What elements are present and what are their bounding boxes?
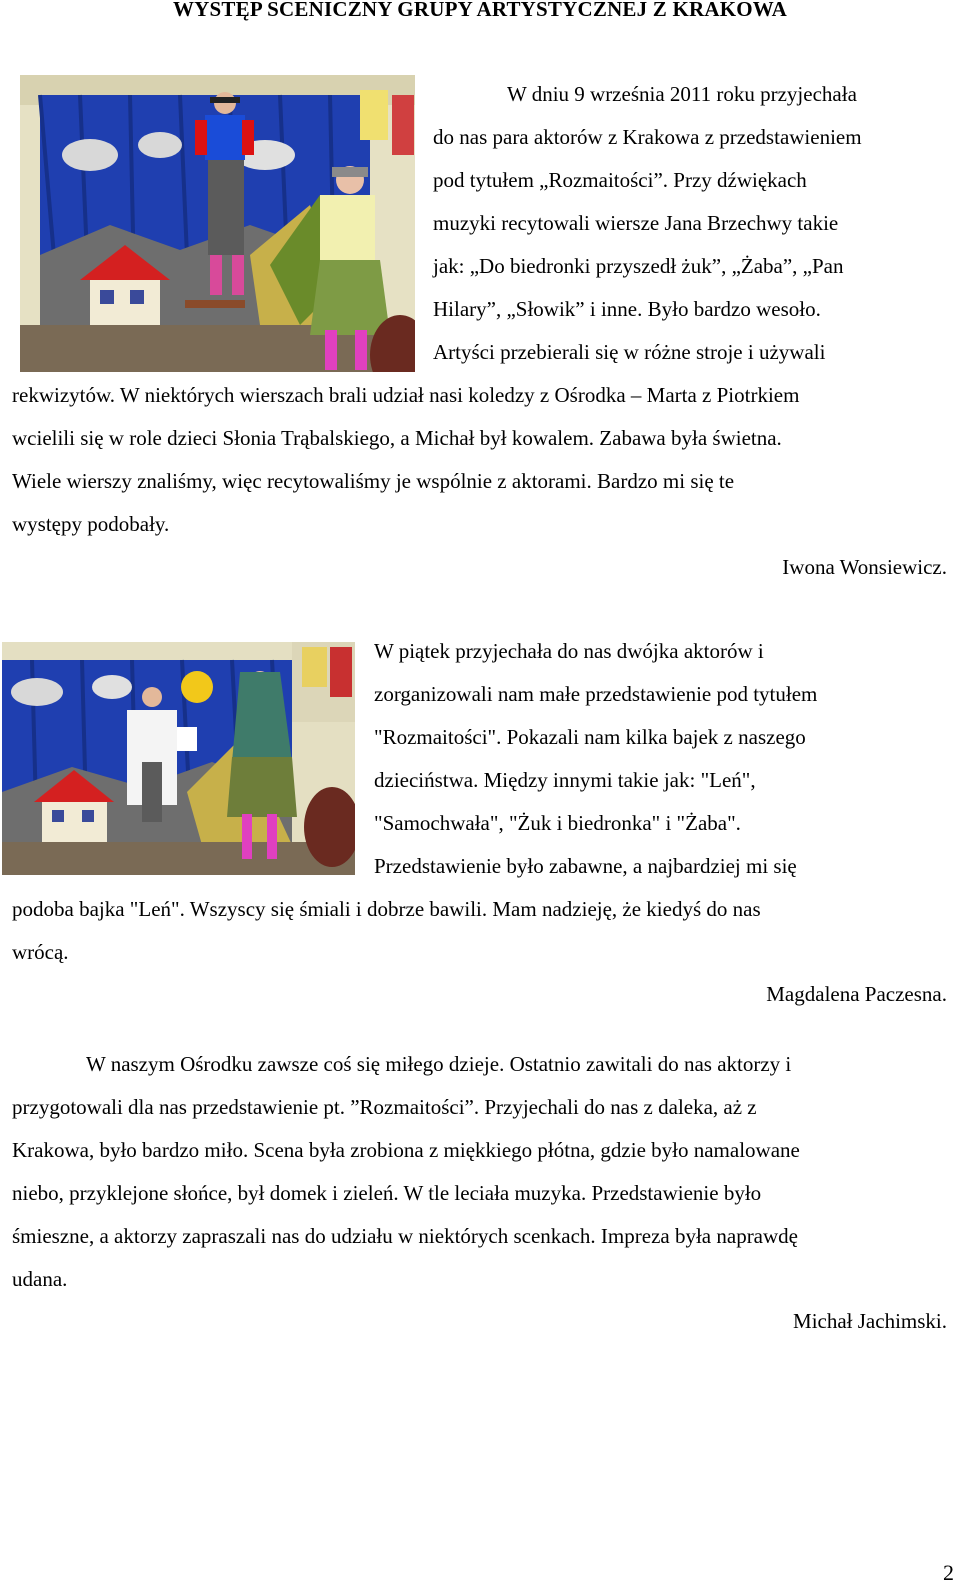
article3-line-6: udana.: [12, 1267, 68, 1291]
article1-line-1: W dniu 9 września 2011 roku przyjechała: [507, 82, 857, 106]
photo-stage-performance-2: [2, 642, 355, 875]
article1-line-4: muzyki recytowali wiersze Jana Brzechwy takie: [433, 211, 839, 235]
article2-line-4: dzieciństwa. Między innymi takie jak: "Leń",: [374, 768, 756, 792]
article1-line-10: Wiele wierszy znaliśmy, więc recytowaliśmy je wspólnie z aktorami. Bardzo mi się te: [12, 469, 735, 493]
article2-line-5: "Samochwała", "Żuk i biedronka" i "Żaba".: [374, 811, 741, 835]
article1-line-5: jak: „Do biedronki przyszedł żuk”, „Żaba”, „Pan: [433, 254, 844, 278]
article1-line-11: występy podobały.: [12, 512, 170, 536]
article2-line-6: Przedstawienie było zabawne, a najbardziej mi się: [374, 854, 797, 878]
article1-line-3: pod tytułem „Rozmaitości”. Przy dźwiękach: [433, 168, 807, 192]
article2-author: Magdalena Paczesna.: [766, 982, 947, 1006]
article2-line-3: "Rozmaitości". Pokazali nam kilka bajek z naszego: [374, 725, 806, 749]
article3-line-1: W naszym Ośrodku zawsze coś się miłego dzieje. Ostatnio zawitali do nas aktorzy i: [86, 1052, 792, 1076]
article3-author: Michał Jachimski.: [793, 1309, 947, 1333]
article3-line-5: śmieszne, a aktorzy zapraszali nas do udziału w niektórych scenkach. Impreza była naprawdę: [12, 1224, 798, 1248]
page-number: 2: [943, 1560, 954, 1585]
article1-line-9: wcielili się w role dzieci Słonia Trąbalskiego, a Michał był kowalem. Zabawa była świetna.: [12, 426, 782, 450]
article3-line-4: niebo, przyklejone słońce, był domek i zieleń. W tle leciała muzyka. Przedstawienie było: [12, 1181, 762, 1205]
article3-line-3: Krakowa, było bardzo miło. Scena była zrobiona z miękkiego płótna, gdzie było namalowane: [12, 1138, 800, 1162]
article1-line-2: do nas para aktorów z Krakowa z przedstawieniem: [433, 125, 862, 149]
article1-line-6: Hilary”, „Słowik” i inne. Było bardzo wesoło.: [433, 297, 821, 321]
photo-stage-performance-1: [20, 75, 415, 372]
page-title: WYSTĘP SCENICZNY GRUPY ARTYSTYCZNEJ Z KRAKOWA: [172, 0, 788, 21]
article2-line-1: W piątek przyjechała do nas dwójka aktorów i: [374, 639, 764, 663]
article2-line-7: podoba bajka "Leń". Wszyscy się śmiali i dobrze bawili. Mam nadzieję, że kiedyś do nas: [12, 897, 761, 921]
article2-line-2: zorganizowali nam małe przedstawienie pod tytułem: [374, 682, 818, 706]
article2-line-8: wrócą.: [12, 940, 69, 964]
article1-line-7: Artyści przebierali się w różne stroje i używali: [433, 340, 826, 364]
article1-line-8: rekwizytów. W niektórych wierszach brali udział nasi koledzy z Ośrodka – Marta z Piotrkiem: [12, 383, 800, 407]
article3-line-2: przygotowali dla nas przedstawienie pt. ”Rozmaitości”. Przyjechali do nas z daleka, aż z: [12, 1095, 757, 1119]
article1-author: Iwona Wonsiewicz.: [782, 555, 947, 579]
